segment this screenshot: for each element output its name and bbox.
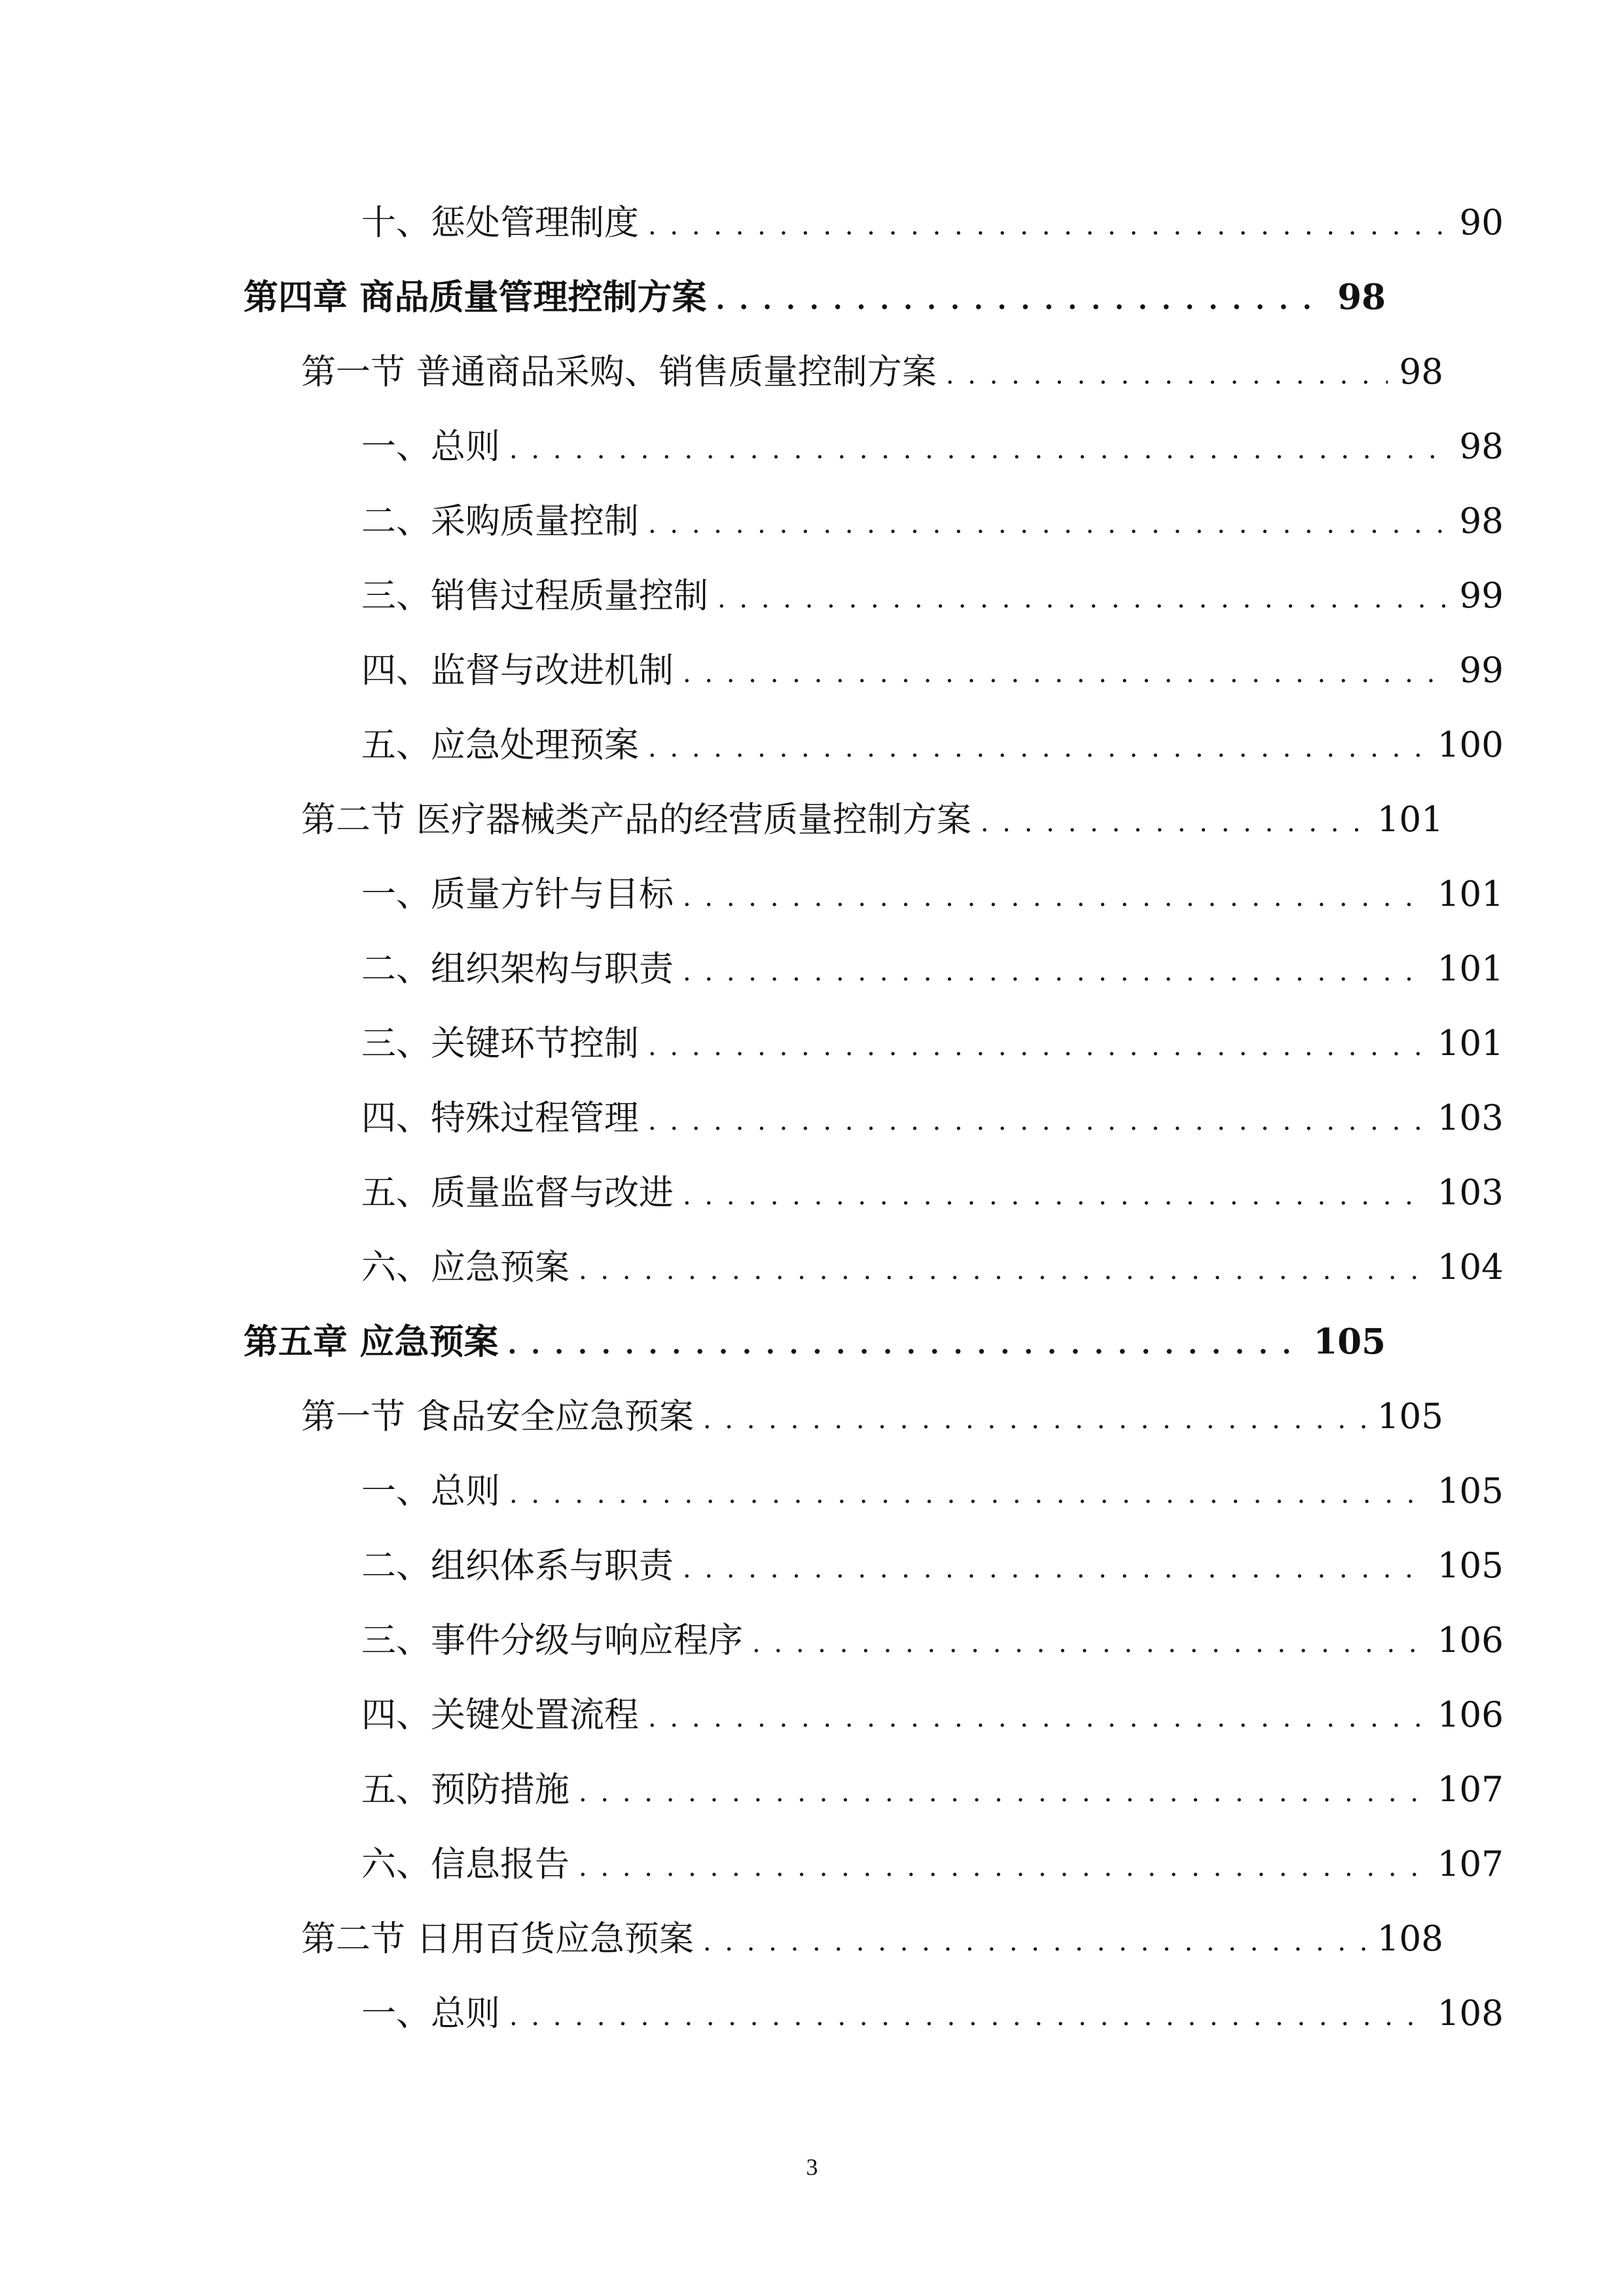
dot-leader: [579, 1848, 1426, 1880]
toc-item-entry[interactable]: [244, 936, 1504, 1001]
toc-item-entry[interactable]: [244, 1533, 1504, 1598]
toc-entry-page-number: 105: [1377, 1396, 1443, 1437]
dot-leader: [683, 952, 1426, 985]
toc-entry-label: 十、惩处管理制度: [361, 202, 639, 243]
toc-entry-label: 二、组织架构与职责: [361, 948, 674, 989]
toc-entry-label: 第一节 食品安全应急预案: [301, 1396, 694, 1437]
toc-entry-page-number: 101: [1437, 874, 1504, 914]
toc-item-entry[interactable]: [244, 1458, 1504, 1524]
toc-entry-page-number: 99: [1459, 575, 1504, 616]
toc-entry-page-number: 107: [1437, 1769, 1504, 1810]
toc-entry-page-number: 98: [1337, 276, 1386, 317]
dot-leader: [507, 1325, 1301, 1358]
toc-entry-page-number: 103: [1437, 1172, 1504, 1213]
toc-entry-label: 三、关键环节控制: [361, 1023, 639, 1064]
toc-item-entry[interactable]: [244, 563, 1504, 628]
toc-entry-label: 第二节 医疗器械类产品的经营质量控制方案: [301, 799, 971, 840]
toc-entry-page-number: 104: [1437, 1247, 1504, 1287]
toc-entry-label: 第一节 普通商品采购、销售质量控制方案: [301, 351, 937, 392]
toc-entry-label: 四、关键处置流程: [361, 1695, 639, 1735]
toc-entry-page-number: 101: [1437, 948, 1504, 989]
dot-leader: [579, 1251, 1426, 1283]
dot-leader: [981, 803, 1365, 836]
toc-entry-label: 二、组织体系与职责: [361, 1545, 674, 1586]
toc-item-entry[interactable]: [244, 1682, 1504, 1748]
toc-item-entry[interactable]: [244, 1234, 1504, 1300]
toc-entry-label: 四、监督与改进机制: [361, 650, 674, 691]
toc-entry-label: 第二节 日用百货应急预案: [301, 1918, 694, 1959]
dot-leader: [703, 1922, 1365, 1955]
dot-leader: [648, 1698, 1426, 1731]
toc-chapter-entry[interactable]: [244, 1309, 1386, 1374]
toc-item-entry[interactable]: [244, 1757, 1504, 1822]
toc-entry-page-number: 98: [1399, 351, 1443, 392]
dot-leader: [752, 1624, 1426, 1657]
toc-item-entry[interactable]: [244, 1085, 1504, 1151]
dot-leader: [509, 1475, 1426, 1507]
toc-entry-label: 一、总则: [361, 1993, 500, 2034]
toc-item-entry[interactable]: [244, 861, 1504, 927]
toc-entry-page-number: 103: [1437, 1098, 1504, 1138]
toc-entry-label: 第四章 商品质量管理控制方案: [244, 276, 707, 317]
toc-entry-page-number: 106: [1437, 1695, 1504, 1735]
toc-entry-label: 五、应急处理预案: [361, 725, 639, 765]
toc-entry-label: 三、销售过程质量控制: [361, 575, 708, 616]
toc-entry-page-number: 101: [1377, 799, 1443, 840]
toc-entry-label: 二、采购质量控制: [361, 501, 639, 541]
toc-item-entry[interactable]: [244, 1607, 1504, 1673]
dot-leader: [683, 1176, 1426, 1209]
toc-entry-page-number: 108: [1437, 1993, 1504, 2034]
toc-item-entry[interactable]: [244, 637, 1504, 703]
toc-entry-label: 六、应急预案: [361, 1247, 569, 1287]
toc-item-entry[interactable]: [244, 1981, 1504, 2046]
toc-entry-page-number: 108: [1377, 1918, 1443, 1959]
toc-entry-page-number: 106: [1437, 1620, 1504, 1660]
page-number: 3: [806, 2154, 818, 2180]
toc-entry-page-number: 105: [1313, 1321, 1386, 1362]
toc-entry-page-number: 100: [1437, 725, 1504, 765]
dot-leader: [715, 281, 1326, 314]
toc-entry-label: 一、总则: [361, 426, 500, 467]
dot-leader: [648, 728, 1426, 761]
toc-item-entry[interactable]: [244, 190, 1504, 255]
toc-entry-label: 一、总则: [361, 1471, 500, 1511]
dot-leader: [648, 1102, 1426, 1134]
toc-entry-page-number: 101: [1437, 1023, 1504, 1064]
dot-leader: [703, 1400, 1365, 1433]
toc-entry-page-number: 99: [1459, 650, 1504, 691]
toc-item-entry[interactable]: [244, 488, 1504, 554]
toc-chapter-entry[interactable]: [244, 264, 1386, 330]
dot-leader: [683, 1549, 1426, 1582]
dot-leader: [683, 654, 1448, 687]
toc-entry-label: 第五章 应急预案: [244, 1321, 499, 1362]
toc-section-entry[interactable]: [244, 1906, 1443, 1971]
toc-entry-label: 三、事件分级与响应程序: [361, 1620, 743, 1660]
toc-entry-page-number: 107: [1437, 1844, 1504, 1884]
toc-item-entry[interactable]: [244, 414, 1504, 479]
dot-leader: [648, 505, 1448, 537]
toc-entry-label: 五、质量监督与改进: [361, 1172, 674, 1213]
dot-leader: [683, 878, 1426, 910]
toc-entry-label: 一、质量方针与目标: [361, 874, 674, 914]
toc-entry-page-number: 98: [1459, 426, 1504, 467]
toc-section-entry[interactable]: [244, 339, 1443, 404]
toc-section-entry[interactable]: [244, 787, 1443, 852]
dot-leader: [648, 1027, 1426, 1060]
toc-section-entry[interactable]: [244, 1384, 1443, 1449]
dot-leader: [946, 355, 1388, 388]
toc-entry-page-number: 105: [1437, 1471, 1504, 1511]
toc-item-entry[interactable]: [244, 1160, 1504, 1225]
dot-leader: [509, 1997, 1426, 2030]
toc-item-entry[interactable]: [244, 1011, 1504, 1076]
dot-leader: [579, 1773, 1426, 1806]
toc-entry-label: 四、特殊过程管理: [361, 1098, 639, 1138]
toc-entry-page-number: 105: [1437, 1545, 1504, 1586]
dot-leader: [717, 579, 1448, 612]
toc-entry-label: 六、信息报告: [361, 1844, 569, 1884]
dot-leader: [509, 430, 1448, 463]
toc-item-entry[interactable]: [244, 712, 1504, 778]
toc-entry-label: 五、预防措施: [361, 1769, 569, 1810]
toc-entry-page-number: 98: [1459, 501, 1504, 541]
toc-entry-page-number: 90: [1459, 202, 1504, 243]
dot-leader: [648, 206, 1448, 239]
toc-item-entry[interactable]: [244, 1831, 1504, 1897]
